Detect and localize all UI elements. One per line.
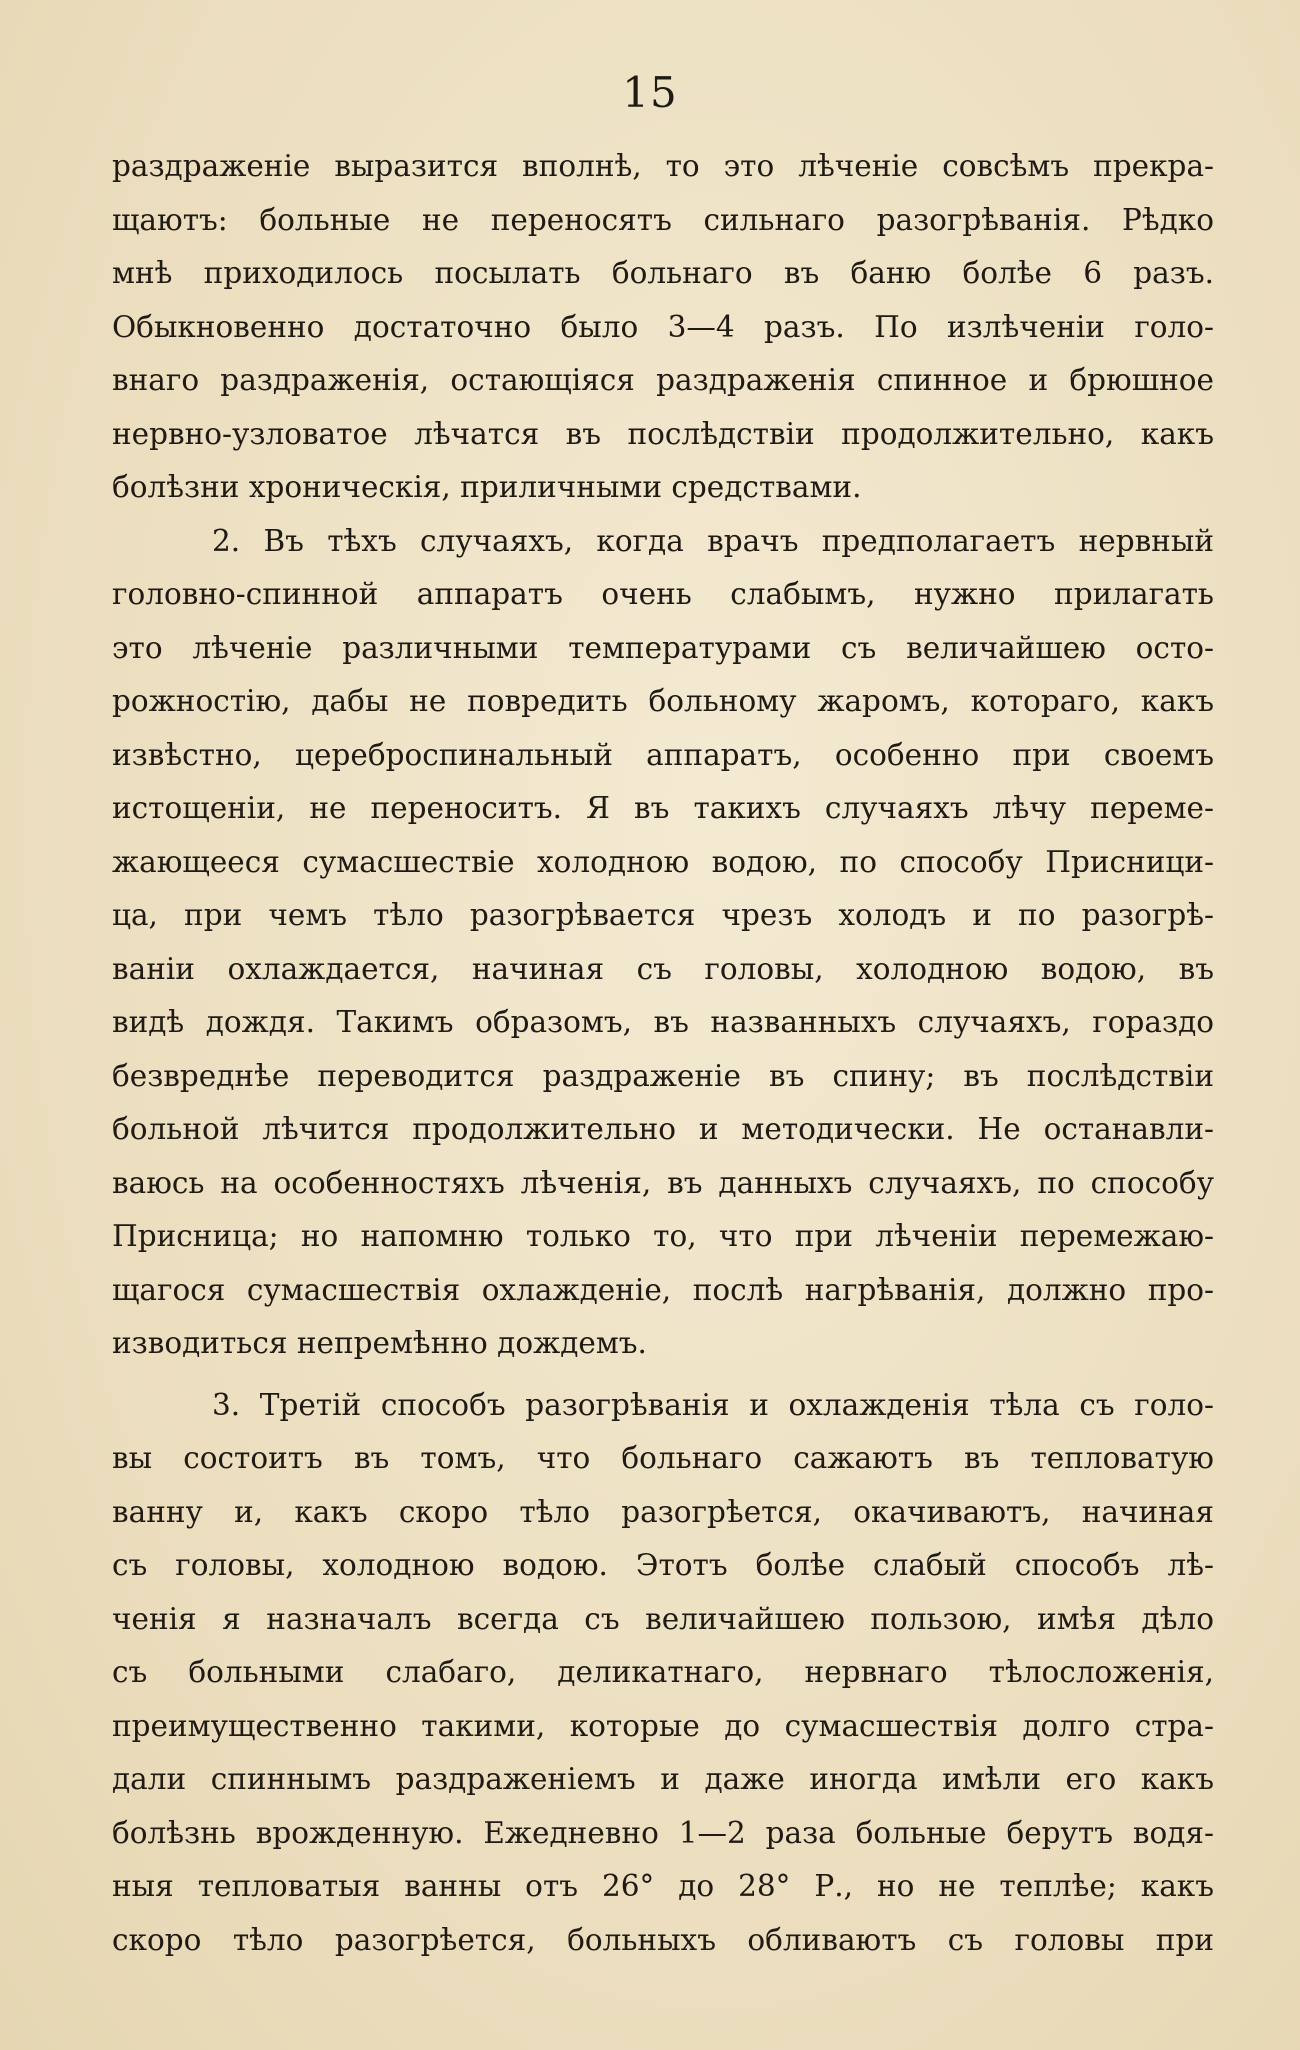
text-line: ныя тепловатыя ванны отъ 26° до 28° Р., но не теплѣе; какъ bbox=[112, 1869, 1214, 1903]
text-line: дали спиннымъ раздраженіемъ и даже иногда имѣли его какъ bbox=[112, 1762, 1214, 1796]
text-line: рожностію, дабы не повредить больному жаромъ, котораго, какъ bbox=[112, 684, 1214, 718]
text-line: ваюсь на особенностяхъ лѣченія, въ данныхъ случаяхъ, по способу bbox=[112, 1165, 1214, 1200]
paragraph-spacer bbox=[112, 1371, 1214, 1379]
text-line: Присница; но напомню только то, что при лѣченіи перемежаю- bbox=[112, 1219, 1214, 1253]
text-line: раздраженіе выразится вполнѣ, то это лѣченіе совсѣмъ прекра- bbox=[112, 149, 1214, 183]
text-line: ца, при чемъ тѣло разогрѣвается чрезъ холодъ и по разогрѣ- bbox=[112, 898, 1214, 932]
text-line: 2. Въ тѣхъ случаяхъ, когда врачъ предполагаетъ нервный bbox=[212, 523, 1214, 558]
text-line: преимущественно такими, которые до сумасшествія долго стра- bbox=[112, 1708, 1214, 1743]
text-line: 3. Третій способъ разогрѣванія и охлажденія тѣла съ голо- bbox=[212, 1387, 1214, 1422]
text-line: болѣзни хроническія, приличными средствами. bbox=[112, 470, 862, 504]
text-line: это лѣченіе различными температурами съ величайшею осто- bbox=[112, 630, 1214, 665]
text-line: щаютъ: больные не переносятъ сильнаго разогрѣванія. Рѣдко bbox=[112, 202, 1214, 237]
text-line: истощеніи, не переноситъ. Я въ такихъ случаяхъ лѣчу переме- bbox=[112, 791, 1214, 825]
text-line: внаго раздраженія, остающіяся раздраженія спинное и брюшное bbox=[112, 363, 1214, 397]
text-line: головно-спинной аппаратъ очень слабымъ, нужно прилагать bbox=[112, 577, 1214, 611]
text-line: болѣзнь врожденную. Ежедневно 1—2 раза больные берутъ водя- bbox=[112, 1815, 1214, 1850]
text-line: ванну и, какъ скоро тѣло разогрѣется, окачиваютъ, начиная bbox=[112, 1494, 1214, 1529]
paragraph-2 bbox=[112, 515, 1214, 1371]
text-line: мнѣ приходилось посылать больнаго въ баню болѣе 6 разъ. bbox=[112, 256, 1214, 290]
text-line: скоро тѣло разогрѣется, больныхъ обливаютъ съ головы при bbox=[112, 1922, 1214, 1957]
text-line: ченія я назначалъ всегда съ величайшею пользою, имѣя дѣло bbox=[112, 1601, 1214, 1636]
text-line: съ больными слабаго, деликатнаго, нервнаго тѣлосложенія, bbox=[112, 1655, 1214, 1689]
text-line: щагося сумасшествія охлажденіе, послѣ нагрѣванія, должно про- bbox=[112, 1272, 1214, 1307]
paragraph-3 bbox=[112, 1379, 1214, 1968]
text-line: больной лѣчится продолжительно и методически. Не останавли- bbox=[112, 1112, 1214, 1146]
text-line: ваніи охлаждается, начиная съ головы, холодною водою, въ bbox=[112, 951, 1214, 986]
paragraph-1 bbox=[112, 140, 1214, 515]
text-line: извѣстно, цереброспинальный аппаратъ, особенно при своемъ bbox=[112, 737, 1214, 772]
page-number: 15 bbox=[622, 68, 678, 117]
text-line: вы состоитъ въ томъ, что больнаго сажаютъ въ тепловатую bbox=[112, 1441, 1214, 1475]
text-line: съ головы, холодною водою. Этотъ болѣе слабый способъ лѣ- bbox=[112, 1548, 1214, 1582]
text-body bbox=[112, 140, 1214, 1967]
text-line: нервно-узловатое лѣчатся въ послѣдствіи продолжительно, какъ bbox=[112, 416, 1214, 451]
text-line: Обыкновенно достаточно было 3—4 разъ. По излѣченіи голо- bbox=[112, 309, 1214, 344]
text-line: жающееся сумасшествіе холодною водою, по способу Присници- bbox=[112, 844, 1214, 879]
text-line: видѣ дождя. Такимъ образомъ, въ названныхъ случаяхъ, гораздо bbox=[112, 1005, 1214, 1039]
text-line: изводиться непремѣнно дождемъ. bbox=[112, 1326, 647, 1360]
text-line: безвреднѣе переводится раздраженіе въ спину; въ послѣдствіи bbox=[112, 1058, 1214, 1093]
